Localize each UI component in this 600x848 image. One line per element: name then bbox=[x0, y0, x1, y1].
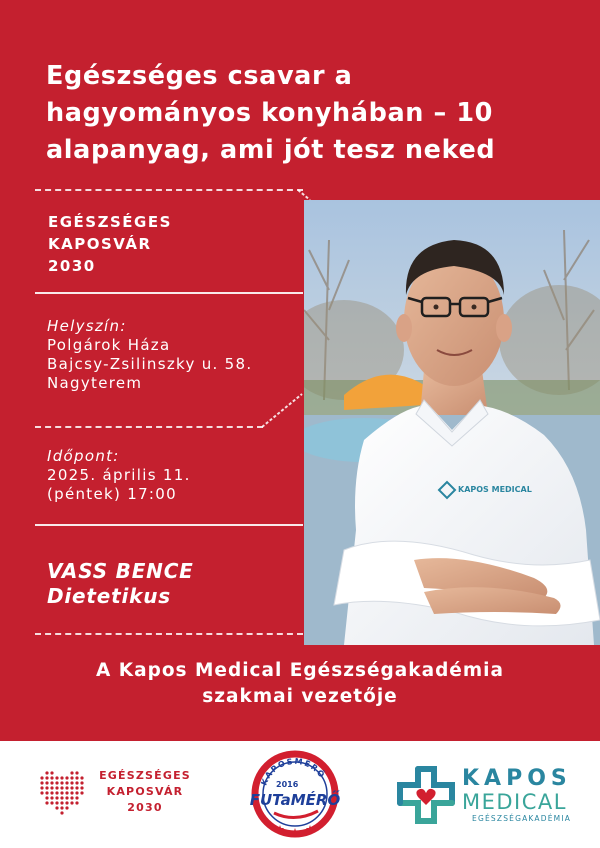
title-line: alapanyag, ami jót tesz neked bbox=[46, 135, 496, 165]
location-label: Helyszín: bbox=[47, 317, 127, 335]
heart-dot bbox=[55, 776, 58, 779]
speaker-role bbox=[0, 658, 600, 710]
heart-dot bbox=[75, 801, 78, 804]
heart-dot bbox=[55, 791, 58, 794]
heart-dot bbox=[60, 776, 63, 779]
heart-dot bbox=[40, 791, 43, 794]
heart-dot bbox=[45, 801, 48, 804]
heart-dot bbox=[80, 791, 83, 794]
heart-dot bbox=[70, 801, 73, 804]
badge-ring-text: KAPOSMÉRŐ bbox=[259, 756, 327, 787]
time-label: Időpont: bbox=[47, 447, 120, 465]
speaker-photo bbox=[304, 200, 600, 645]
speaker-name: VASS BENCE bbox=[47, 559, 194, 583]
divider-brand bbox=[35, 292, 303, 294]
event-title bbox=[46, 58, 586, 169]
heart-dot bbox=[50, 786, 53, 789]
egeszseges-kaposvar-heart-logo bbox=[30, 760, 94, 824]
heart-dot bbox=[65, 806, 68, 809]
kapos-medical-logo-text bbox=[462, 767, 572, 825]
brand-line: EGÉSZSÉGES bbox=[48, 213, 172, 231]
heart-dot bbox=[40, 786, 43, 789]
heart-dot bbox=[45, 771, 48, 774]
kapos-medical-cross-logo bbox=[394, 765, 458, 825]
speaker-block bbox=[47, 559, 194, 609]
badge-year: 2016 bbox=[276, 780, 299, 789]
brand-line: KAPOSVÁR bbox=[48, 235, 152, 253]
badge-main-text: FUTaMÉRŐ bbox=[249, 791, 341, 809]
divider-location bbox=[35, 426, 263, 428]
heart-dot bbox=[60, 806, 63, 809]
heart-dot bbox=[80, 776, 83, 779]
heart-dot bbox=[50, 776, 53, 779]
role-line: A Kapos Medical Egészségakadémia bbox=[96, 660, 504, 681]
location-line: Bajcsy-Zsilinszky u. 58. bbox=[47, 355, 253, 373]
heart-dot bbox=[45, 791, 48, 794]
divider-speaker bbox=[35, 633, 303, 635]
time-line: (péntek) 17:00 bbox=[47, 485, 177, 503]
heart-dot bbox=[75, 781, 78, 784]
logo-left-line: EGÉSZSÉGES bbox=[99, 769, 191, 782]
heart-dot bbox=[75, 796, 78, 799]
location-line: Polgárok Háza bbox=[47, 336, 171, 354]
heart-dot bbox=[65, 776, 68, 779]
heart-dot bbox=[70, 796, 73, 799]
heart-dot bbox=[55, 786, 58, 789]
heart-dot bbox=[50, 796, 53, 799]
heart-dot bbox=[75, 791, 78, 794]
speaker-title: Dietetikus bbox=[47, 584, 172, 608]
heart-dot bbox=[70, 771, 73, 774]
logo-left-line: 2030 bbox=[127, 801, 163, 814]
kapos-logo-line1: KAPOS bbox=[462, 766, 572, 791]
heart-dot bbox=[70, 776, 73, 779]
futamero-badge-logo bbox=[244, 749, 346, 839]
heart-dot bbox=[65, 796, 68, 799]
heart-dot bbox=[50, 771, 53, 774]
heart-dot bbox=[55, 801, 58, 804]
heart-dot bbox=[70, 791, 73, 794]
divider-location-diagonal bbox=[262, 392, 306, 430]
heart-dot bbox=[65, 786, 68, 789]
heart-dot bbox=[40, 776, 43, 779]
heart-dot bbox=[60, 796, 63, 799]
brand-line: 2030 bbox=[48, 257, 96, 275]
heart-dot bbox=[60, 786, 63, 789]
heart-dot bbox=[70, 781, 73, 784]
heart-dot bbox=[60, 781, 63, 784]
heart-dot bbox=[40, 781, 43, 784]
egeszseges-kaposvar-logo-text bbox=[95, 768, 195, 816]
heart-dot bbox=[60, 801, 63, 804]
shirt-logo-text: KAPOS MEDICAL bbox=[458, 485, 532, 494]
heart-dot bbox=[45, 786, 48, 789]
heart-dot bbox=[55, 806, 58, 809]
heart-dot bbox=[75, 786, 78, 789]
heart-dot bbox=[55, 796, 58, 799]
location-line: Nagyterem bbox=[47, 374, 143, 392]
heart-dot bbox=[75, 776, 78, 779]
divider-top bbox=[35, 189, 303, 191]
kapos-logo-line2: MEDICAL bbox=[462, 790, 567, 814]
heart-dot bbox=[55, 781, 58, 784]
location-block bbox=[47, 317, 252, 393]
heart-dot bbox=[80, 786, 83, 789]
heart-dot bbox=[75, 771, 78, 774]
heart-dot bbox=[80, 781, 83, 784]
heart-dot bbox=[65, 781, 68, 784]
time-line: 2025. április 11. bbox=[47, 466, 191, 484]
role-line: szakmai vezetője bbox=[202, 686, 398, 707]
kapos-logo-line3: EGÉSZSÉGAKADÉMIA bbox=[472, 814, 572, 823]
heart-dot bbox=[45, 776, 48, 779]
heart-dot bbox=[50, 781, 53, 784]
title-line: hagyományos konyhában – 10 bbox=[46, 98, 494, 128]
heart-dot bbox=[70, 786, 73, 789]
time-block bbox=[47, 447, 191, 504]
heart-dot bbox=[60, 791, 63, 794]
heart-dot bbox=[60, 811, 63, 814]
heart-dot bbox=[65, 801, 68, 804]
divider-time bbox=[35, 524, 303, 526]
brand-block bbox=[48, 211, 172, 277]
heart-dot bbox=[50, 791, 53, 794]
heart-dot bbox=[50, 801, 53, 804]
title-line: Egészséges csavar a bbox=[46, 61, 353, 91]
heart-dot bbox=[45, 781, 48, 784]
heart-dot bbox=[65, 791, 68, 794]
heart-dot bbox=[45, 796, 48, 799]
logo-left-line: KAPOSVÁR bbox=[106, 785, 184, 798]
